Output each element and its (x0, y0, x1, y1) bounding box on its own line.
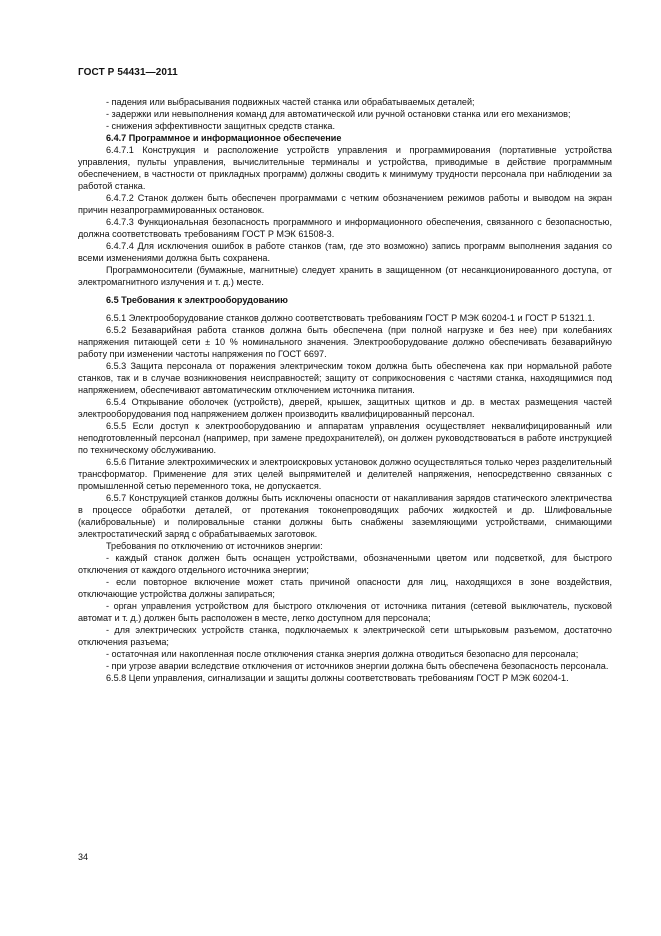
list-item: - каждый станок должен быть оснащен устройствами, обозначенными цветом или подсветкой, для быстрого отключения от каждого отдельного источника энергии; (78, 553, 612, 575)
section-heading-6-4-7: 6.4.7 Программное и информационное обеспечение (106, 133, 342, 143)
list-item: - остаточная или накопленная после отключения станка энергия должна отводиться безопасно для персонала; (106, 649, 579, 659)
page-number: 34 (78, 852, 89, 862)
paragraph: 6.5.6 Питание электрохимических и электроискровых установок должно осуществляться только через разделительный трансформатор. Применение для этих целей выпрямителей и делителей напряжения, непосредственно связанных с промышленной сетью переменного тока, не допускается. (78, 457, 612, 491)
paragraph: 6.5.2 Безаварийная работа станков должна быть обеспечена (при полной нагрузке и без нее) при колебаниях напряжения питающей сети ± 10 % номинального значения. Электрооборудование должно обеспечивать безаварийную работу при изменении частоты напряжения по ГОСТ 6697. (78, 325, 612, 359)
document-body (78, 96, 612, 684)
paragraph: 6.5.5 Если доступ к электрооборудованию и аппаратам управления осуществляет неквалифицированный или неподготовленный персонал (например, при замене предохранителей), он должен руководствоваться в работе инструкцией по техническому обслуживанию. (78, 421, 612, 455)
list-item: - падения или выбрасывания подвижных частей станка или обрабатываемых деталей; (106, 97, 475, 107)
list-item: - орган управления устройством для быстрого отключения от источника питания (сетевой выключатель, пусковой автомат и т. д.) должен быть расположен в месте, легко доступном для персонала; (78, 601, 612, 623)
list-item: - если повторное включение может стать причиной опасности для лиц, находящихся в зоне воздействия, отключающие устройства должны запираться; (78, 577, 612, 599)
paragraph: Программоносители (бумажные, магнитные) следует хранить в защищенном (от несанкционированного доступа, от электромагнитного излучения и т. д.) месте. (78, 265, 612, 287)
list-item: - при угрозе аварии вследствие отключения от источников энергии должна быть обеспечена безопасность персонала. (106, 661, 609, 671)
document-header-code: ГОСТ Р 54431—2011 (78, 67, 178, 78)
paragraph: 6.4.7.4 Для исключения ошибок в работе станков (там, где это возможно) запись программ выполнения задания со всеми изменениями должна быть сохранена. (78, 241, 612, 263)
list-item: - задержки или невыполнения команд для автоматической или ручной остановки станка или его механизмов; (106, 109, 571, 119)
paragraph: 6.5.4 Открывание оболочек (устройств), дверей, крышек, защитных щитков и др. в местах размещения частей электрооборудования под напряжением должен производить квалифицированный персонал. (78, 397, 612, 419)
list-item: - снижения эффективности защитных средств станка. (106, 121, 335, 131)
paragraph: 6.4.7.2 Станок должен быть обеспечен программами с четким обозначением режимов работы и выводом на экран причин незапрограммированных остановок. (78, 193, 612, 215)
paragraph: 6.4.7.3 Функциональная безопасность программного и информационного обеспечения, связанного с безопасностью, должна соответствовать требованиям ГОСТ Р МЭК 61508-3. (78, 217, 612, 239)
paragraph: 6.5.7 Конструкцией станков должны быть исключены опасности от накапливания зарядов статического электричества в процессе обработки деталей, от протекания токонепроводящих рабочих жидкостей и др. Шлифовальные (калибровальные) и полировальные станки должны быть снабжены заземляющими устройствами, снимающими электростатический заряд с обрабатываемых заготовок. (78, 493, 612, 539)
paragraph: 6.4.7.1 Конструкция и расположение устройств управления и программирования (портативные устройства управления, пульты управления, вычислительные терминалы и устройства, приводимые в действие программным обеспечением, в частности от прикладных программ) должны сводить к минимуму трудности персонала при наблюдении за работой станка. (78, 145, 612, 191)
paragraph: Требования по отключению от источников энергии: (106, 541, 323, 551)
paragraph: 6.5.1 Электрооборудование станков должно соответствовать требованиям ГОСТ Р МЭК 60204-1 и ГОСТ Р 51321.1. (106, 313, 595, 323)
section-heading-6-5: 6.5 Требования к электрооборудованию (106, 295, 288, 305)
paragraph: 6.5.3 Защита персонала от поражения электрическим током должна быть обеспечена как при нормальной работе станков, так и в случае возникновения неисправностей; защиту от соприкосновения с частями станка, находящимися под напряжением, обеспечивают автоматическим отключением источника питания. (78, 361, 612, 395)
paragraph: 6.5.8 Цепи управления, сигнализации и защиты должны соответствовать требованиям ГОСТ Р МЭК 60204-1. (106, 673, 569, 683)
list-item: - для электрических устройств станка, подключаемых к электрической сети штырьковым разъемом, достаточно отключения разъема; (78, 625, 612, 647)
